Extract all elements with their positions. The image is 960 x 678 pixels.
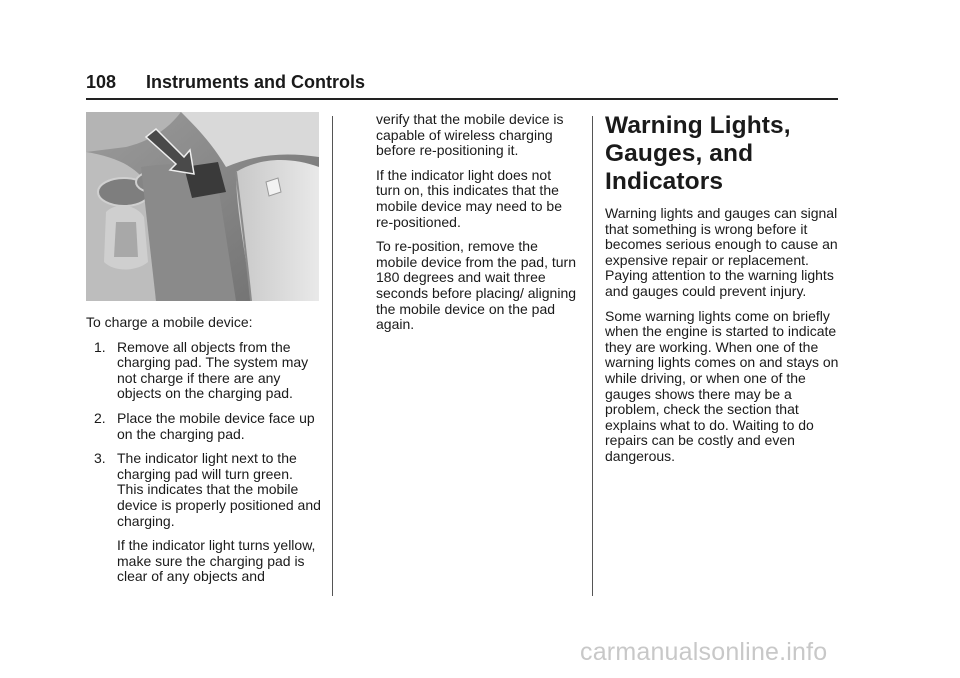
list-item xyxy=(86,451,322,529)
column-divider xyxy=(332,116,333,596)
section-heading: Warning Lights, Gauges, and Indicators xyxy=(605,112,791,195)
paragraph: Some warning lights come on briefly when the engine is started to indicate they are working. When one of the warning lights comes on and stays on while driving, or when one of the gauges shows there may be a problem, check the section that explains what to do. Waiting to do repairs can be costly and even dangerous. xyxy=(605,307,839,464)
middle-column xyxy=(376,112,578,342)
paragraph: If the indicator light does not turn on, this indicates that the mobile device may need to be re-positioned. xyxy=(376,166,562,230)
left-column xyxy=(86,112,322,594)
section-title: Instruments and Controls xyxy=(146,72,366,92)
page-header xyxy=(86,72,838,100)
console-charging-pad-illustration xyxy=(86,112,319,301)
header-rule xyxy=(86,98,838,100)
page-number: 108 xyxy=(86,72,117,92)
step-text: Place the mobile device face up on the charging pad. xyxy=(117,409,315,442)
step-number: 2. xyxy=(94,409,106,426)
watermark: carmanualsonline.info xyxy=(580,638,828,666)
step-text: Remove all objects from the charging pad. The system may not charge if there are any objects on the charging pad. xyxy=(117,338,309,402)
step-text: The indicator light next to the charging pad will turn green. This indicates that the mobile device is properly positioned and charging. xyxy=(117,450,321,529)
step-number: 3. xyxy=(94,450,106,467)
step-number: 1. xyxy=(94,338,106,355)
paragraph: To re-position, remove the mobile device from the pad, turn 180 degrees and wait three seconds before placing/ aligning the mobile device on the pad again. xyxy=(376,238,577,333)
step-followup-text: If the indicator light turns yellow, make sure the charging pad is clear of any objects and xyxy=(117,537,316,585)
column-divider xyxy=(592,116,593,596)
paragraph: verify that the mobile device is capable of wireless charging before re-positioning it. xyxy=(376,111,564,159)
list-item xyxy=(86,411,322,442)
intro-text: To charge a mobile device: xyxy=(86,314,253,330)
paragraph: Warning lights and gauges can signal that something is wrong before it becomes serious enough to cause an expensive repair or replacement. Paying attention to the warning lights and gauges could prevent injury. xyxy=(605,205,838,299)
list-item xyxy=(86,340,322,402)
right-column xyxy=(605,112,840,474)
